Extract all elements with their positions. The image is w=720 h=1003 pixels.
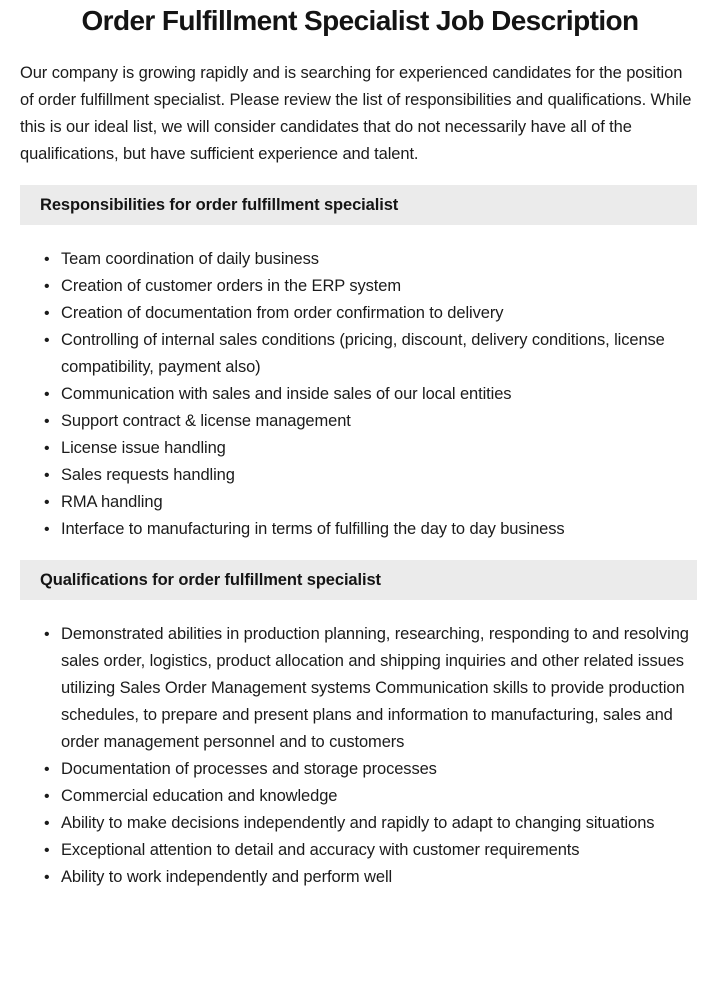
qualifications-list bbox=[20, 621, 700, 891]
responsibilities-heading: Responsibilities for order fulfillment specialist bbox=[20, 185, 697, 225]
list-item: • Documentation of processes and storage processes bbox=[61, 756, 700, 783]
list-item: • Demonstrated abilities in production planning, researching, responding to and resolving sales order, logistics, product allocation and shipping inquiries and other related issues utilizing Sales Order Management systems Communication skills to provide production schedules, to prepare and present plans and information to manufacturing, sales and order management personnel and to customers bbox=[61, 621, 700, 756]
list-item: • Commercial education and knowledge bbox=[61, 783, 700, 810]
page-title: Order Fulfillment Specialist Job Description bbox=[81, 5, 639, 36]
qualifications-heading: Qualifications for order fulfillment specialist bbox=[20, 560, 697, 600]
responsibilities-list bbox=[20, 246, 700, 543]
list-item: • Interface to manufacturing in terms of fulfilling the day to day business bbox=[61, 516, 700, 543]
list-item: • Controlling of internal sales conditions (pricing, discount, delivery conditions, license compatibility, payment also) bbox=[61, 327, 700, 381]
list-item: • Exceptional attention to detail and accuracy with customer requirements bbox=[61, 837, 700, 864]
qualifications-section bbox=[20, 560, 700, 891]
list-item: • Team coordination of daily business bbox=[61, 246, 700, 273]
list-item: • Creation of documentation from order confirmation to delivery bbox=[61, 300, 700, 327]
responsibilities-section bbox=[20, 185, 700, 543]
list-item: • License issue handling bbox=[61, 435, 700, 462]
list-item: • Ability to work independently and perform well bbox=[61, 864, 700, 891]
intro-paragraph: Our company is growing rapidly and is searching for experienced candidates for the position of order fulfillment specialist. Please review the list of responsibilities and qualifications. While this is our ideal list, we will consider candidates that do not necessarily have all of the qualifications, but have sufficient experience and talent. bbox=[20, 64, 692, 163]
list-item: • RMA handling bbox=[61, 489, 700, 516]
list-item: • Communication with sales and inside sales of our local entities bbox=[61, 381, 700, 408]
list-item: • Support contract & license management bbox=[61, 408, 700, 435]
list-item: • Creation of customer orders in the ERP system bbox=[61, 273, 700, 300]
list-item: • Sales requests handling bbox=[61, 462, 700, 489]
list-item: • Ability to make decisions independently and rapidly to adapt to changing situations bbox=[61, 810, 700, 837]
